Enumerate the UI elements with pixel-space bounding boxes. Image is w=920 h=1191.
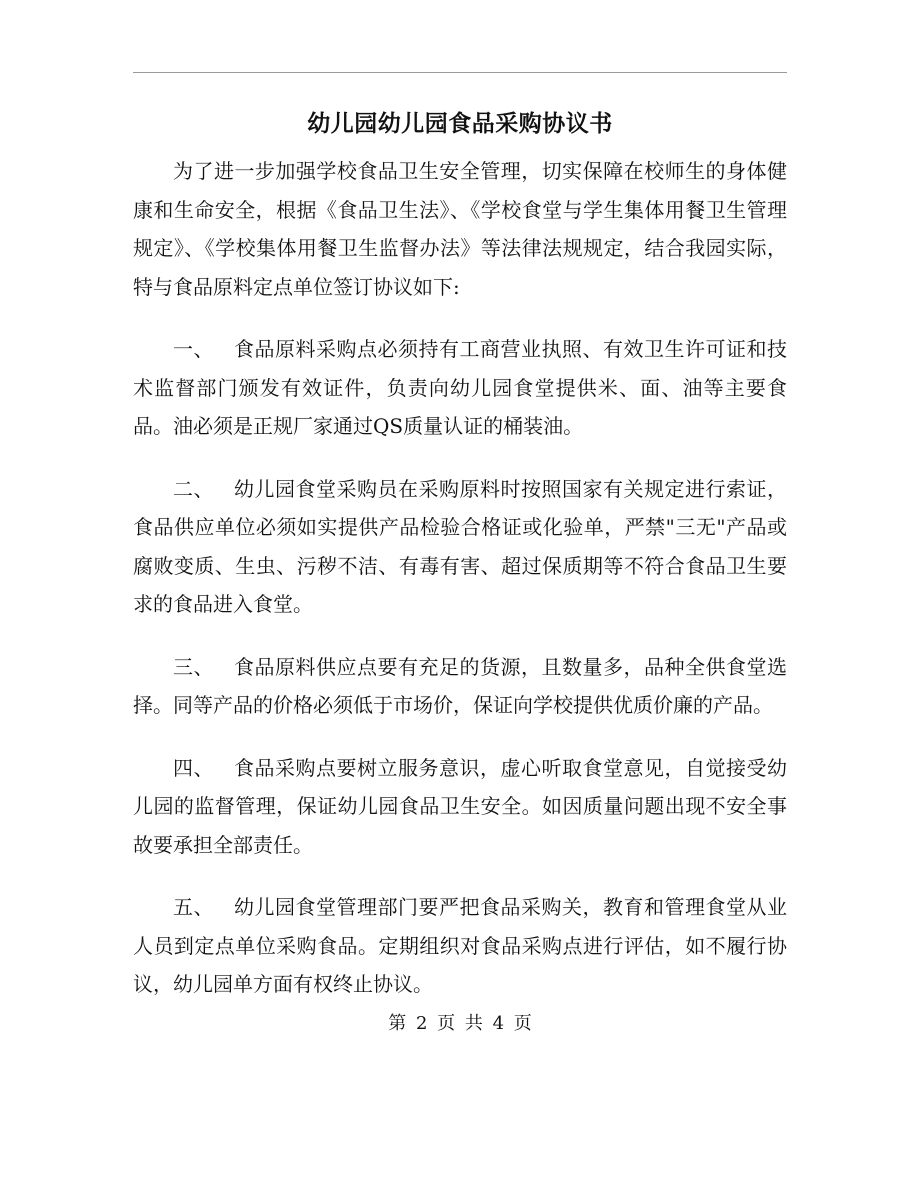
clause-text: 食品采购点要树立服务意识，虚心听取食堂意见，自觉接受幼儿园的监督管理，保证幼儿园食品卫生安全。如因质量问题出现不安全事故要承担全部责任。	[133, 755, 787, 857]
intro-paragraph: 为了进一步加强学校食品卫生安全管理，切实保障在校师生的身体健康和生命安全，根据《食品卫生法》、《学校食堂与学生集体用餐卫生管理规定》、《学校集体用餐卫生监督办法》等法律法规规定，结合我园实际，特与食品原料定点单位签订协议如下:	[133, 159, 787, 299]
clause-3	[133, 648, 787, 725]
clause-text: 幼儿园食堂采购员在采购原料时按照国家有关规定进行索证，食品供应单位必须如实提供产品检验合格证或化验单，严禁"三无"产品或腐败变质、生虫、污秽不洁、有毒有害、超过保质期等不符合食品卫生要求的食品进入食堂。	[133, 476, 787, 616]
header-rule	[133, 72, 787, 73]
clause-number: 二、	[173, 476, 214, 501]
page-footer: 第 2 页 共 4 页	[388, 1013, 532, 1034]
clause-number: 四、	[173, 755, 214, 780]
clause-number: 五、	[173, 895, 214, 919]
document-body	[133, 152, 787, 1028]
clause-text: 幼儿园食堂管理部门要严把食品采购关，教育和管理食堂从业人员到定点单位采购食品。定期组织对食品采购点进行评估，如不履行协议，幼儿园单方面有权终止协议。	[133, 895, 787, 996]
clause-number: 三、	[173, 654, 214, 679]
clause-text: 食品原料采购点必须持有工商营业执照、有效卫生许可证和技术监督部门颁发有效证件，负责向幼儿园食堂提供米、面、油等主要食品。油必须是正规厂家通过QS质量认证的桶装油。	[133, 337, 787, 438]
clause-text: 食品原料供应点要有充足的货源，且数量多，品种全供食堂选择。同等产品的价格必须低于市场价，保证向学校提供优质价廉的产品。	[133, 654, 787, 717]
clause-4	[133, 749, 787, 865]
clause-number: 一、	[173, 337, 214, 361]
clause-5	[133, 888, 787, 1004]
document-title: 幼儿园幼儿园食品采购协议书	[307, 110, 613, 137]
clause-2	[133, 470, 787, 624]
clause-1	[133, 330, 787, 446]
